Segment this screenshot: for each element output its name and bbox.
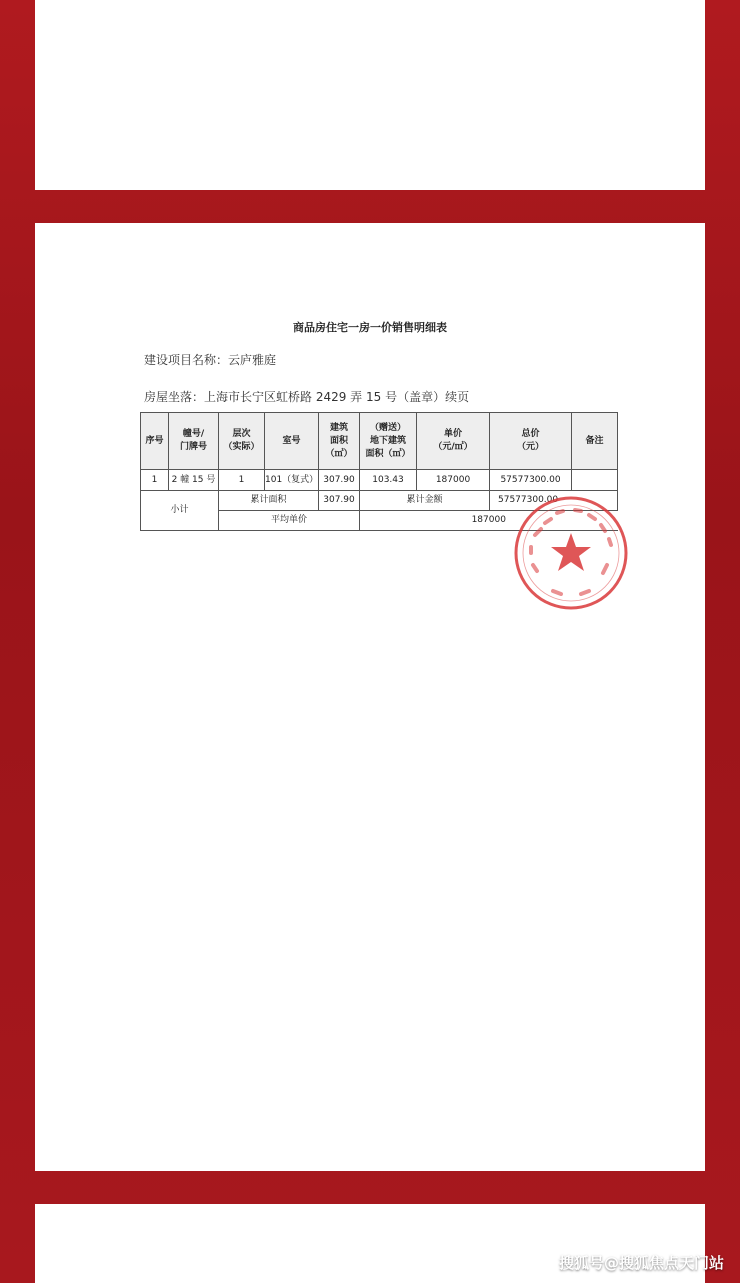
official-seal-stamp — [513, 495, 629, 611]
header-remark: 备注 — [572, 413, 618, 470]
document-title: 商品房住宅一房一价销售明细表 — [293, 321, 447, 334]
header-room: 室号 — [265, 413, 319, 470]
header-area: 建筑 面积 （㎡） — [319, 413, 360, 470]
table-row — [141, 470, 618, 491]
cumulative-amount-value: 57577300.00 — [490, 491, 618, 511]
table-header-row — [141, 413, 618, 470]
seal-star-icon — [551, 533, 591, 571]
subtotal-label: 小计 — [141, 491, 219, 531]
cumulative-area-label: 累计面积 — [219, 491, 319, 511]
cell-floor: 1 — [219, 470, 265, 491]
header-floor: 层次 （实际） — [219, 413, 265, 470]
average-price-value: 187000 — [360, 511, 618, 531]
project-name: 建设项目名称：云庐雅庭 — [144, 353, 277, 367]
header-building: 幢号/ 门牌号 — [169, 413, 219, 470]
cell-total-price: 57577300.00 — [490, 470, 572, 491]
cell-unit-price: 187000 — [417, 470, 490, 491]
cell-room: 101（复式） — [265, 470, 319, 491]
header-seq: 序号 — [141, 413, 169, 470]
average-price-label: 平均单价 — [219, 511, 360, 531]
property-address: 房屋坐落：上海市长宁区虹桥路 2429 弄 15 号（盖章）续页 — [144, 390, 470, 404]
header-underground-area: （赠送） 地下建筑 面积（㎡） — [360, 413, 417, 470]
cell-building: 2 幢 15 号 — [169, 470, 219, 491]
previous-page-fragment — [35, 0, 705, 190]
cell-area: 307.90 — [319, 470, 360, 491]
document-page — [35, 223, 705, 1171]
cell-seq: 1 — [141, 470, 169, 491]
cell-underground-area: 103.43 — [360, 470, 417, 491]
cumulative-amount-label: 累计金额 — [360, 491, 490, 511]
cell-remark — [572, 470, 618, 491]
cumulative-area-value: 307.90 — [319, 491, 360, 511]
source-watermark: 搜狐号@搜狐焦点天门站 — [558, 1254, 724, 1272]
header-total-price: 总价 （元） — [490, 413, 572, 470]
header-unit-price: 单价 （元/㎡） — [417, 413, 490, 470]
